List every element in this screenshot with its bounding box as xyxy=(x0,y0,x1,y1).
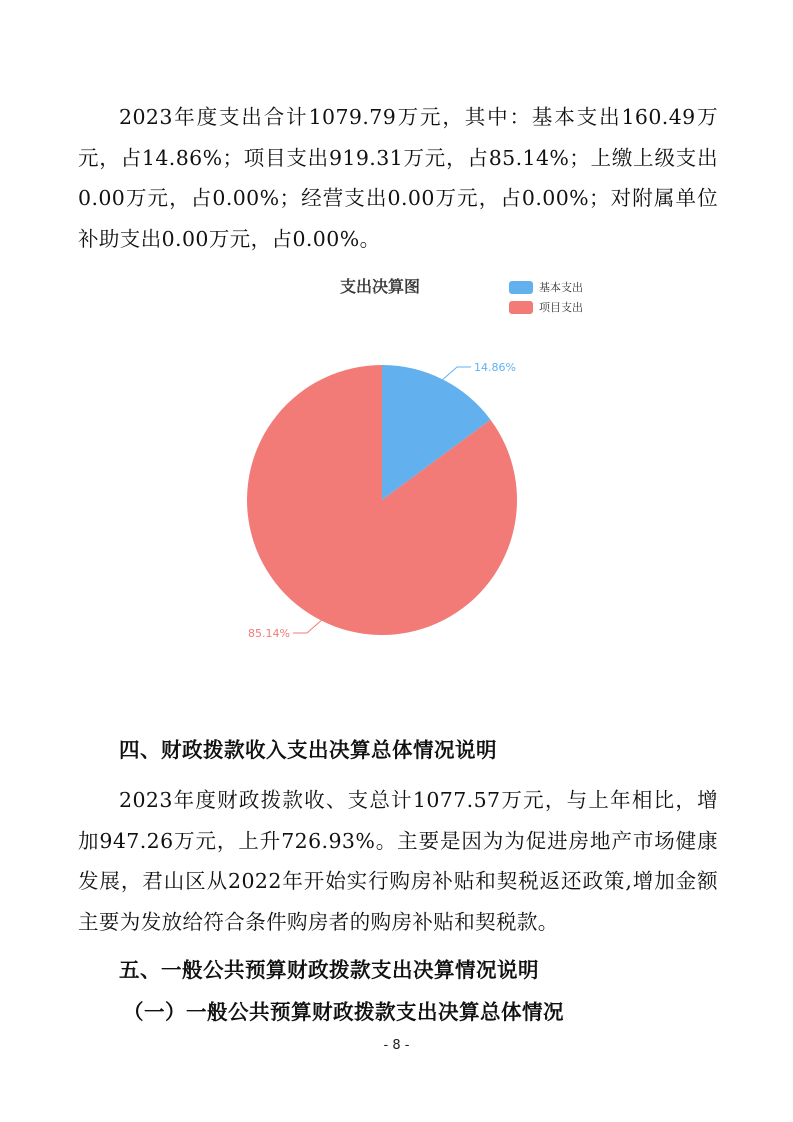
subsection-heading-5-1: （一）一般公共预算财政拨款支出决算总体情况 xyxy=(123,1000,564,1024)
expenditure-pie-chart xyxy=(220,350,550,650)
legend-swatch-project xyxy=(509,301,533,314)
chart-title: 支出决算图 xyxy=(339,277,420,296)
section-heading-4: 四、财政拨款收入支出决算总体情况说明 xyxy=(119,738,497,762)
legend-label-basic: 基本支出 xyxy=(539,281,583,294)
pie-slice-label-0: 14.86% xyxy=(474,360,517,374)
chart-legend xyxy=(509,277,583,317)
page-number: - 8 - xyxy=(383,1038,410,1053)
pie-slice-label-1: 85.14% xyxy=(247,627,290,641)
legend-label-project: 项目支出 xyxy=(539,301,583,314)
section-heading-5: 五、一般公共预算财政拨款支出决算情况说明 xyxy=(119,958,539,982)
legend-item-project xyxy=(509,297,583,317)
legend-item-basic xyxy=(509,277,583,297)
fiscal-appropriation-paragraph: 2023年度财政拨款收、支总计1077.57万元，与上年相比，增加947.26万元，上升726.93%。主要是因为为促进房地产市场健康发展，君山区从2022年开始实行购房补贴和契税返还政策,增加金额主要为发放给符合条件购房者的购房补贴和契税款。 xyxy=(78,788,718,934)
pie-label-line-1 xyxy=(293,621,321,634)
pie-label-line-0 xyxy=(443,367,471,380)
legend-swatch-basic xyxy=(509,281,533,294)
expenditure-summary-paragraph: 2023年度支出合计1079.79万元，其中：基本支出160.49万元，占14.86%；项目支出919.31万元，占85.14%；上缴上级支出0.00万元，占0.00%；经营支出0.00万元，占0.00%；对附属单位补助支出0.00万元，占0.00%。 xyxy=(78,105,718,251)
